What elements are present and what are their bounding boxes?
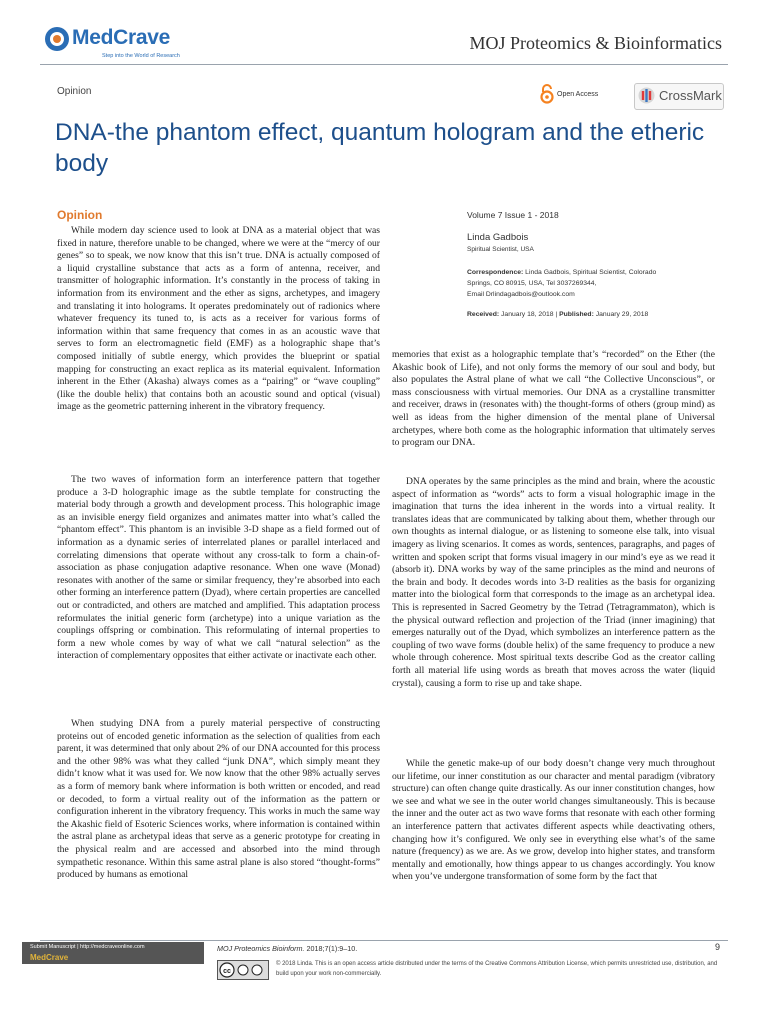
citation-details: 2018;7(1):9‒10. [306, 944, 358, 953]
citation-journal: MOJ Proteomics Bioinform. [217, 944, 305, 953]
svg-text:cc: cc [223, 968, 231, 975]
crossmark-icon [638, 87, 655, 104]
logo-name: MedCrave [72, 26, 170, 49]
article-title: DNA-the phantom effect, quantum hologram and the etheric body [55, 119, 705, 177]
correspondence-block [467, 267, 712, 300]
crossmark-label: CrossMark [659, 88, 722, 103]
medcrave-logo-icon [44, 26, 70, 52]
body-paragraph-4: memories that exist as a holographic template that’s “recorded” on the Ether (the Akashic book of Life), and not only forms the memory of our soul and body, but also populates the Astral plane of what we call “the Collective Unconscious”, or mass consciousness with virtual memories. Our DNA as a crystalline transmitter and receiver, draws in (resonates with) the thought-forms of others (group mind) as well as ideas from the higher dimension of the mental plane of Universal archetypes, where both come as the holographic information that ultimately serves to program our DNA. [392, 349, 715, 449]
published-label: Published: [559, 311, 594, 318]
publication-dates: Received: January 18, 2018 | Published: January 29, 2018 [467, 311, 649, 318]
body-paragraph-3: When studying DNA from a purely material perspective of constructing proteins out of encoded genetic information as the selection of qualities from each parent, it was determined that only about 2% of our DNA accounted for this process and the other 98% was what they called “junk DNA”, which simply meant they didn’t know what it was used for. We now know that the other 98% actually serves as a form of memory bank where information is both written or encoded, and read or decoded, to form a virtual reality out of the information as the pattern or configuration inherent in the vibratory frequency. This works in much the same way the Akashic field of Esoteric Sciences works, where information is contained within the astral plane as archetypal ideas that serve as a generic prototype for creating in the physical realm and are accessed and absorbed into the mind through sympathetic resonance. Within this same astral plane is also stored “thought-forms” produced by humans as emotional [57, 718, 380, 881]
open-access-label: Open Access [557, 91, 599, 98]
received-date: January 18, 2018 [501, 311, 554, 318]
footer-divider [40, 940, 728, 941]
citation [217, 944, 357, 953]
article-type-label: Opinion [57, 86, 92, 97]
correspondence-email[interactable]: Email Drlindagadbois@outlook.com [467, 291, 575, 298]
body-paragraph-6: While the genetic make-up of our body doesn’t change very much throughout our lifetime, our inner constitution as our character and mental paradigm (vibratory structure) can often change quite drastically. As our inner constitution changes, how we see and what we see in the outer world changes simultaneously. This is because the inner and the outer act as two wave forms that resonate with each other forming an interference pattern that activates different aspects while deactivating others, changing how it’s configured. We only see in everything else what’s of the same nature (frequency) as we are. As we grow, develop into higher states, and transform mentally and emotionally, how things appear to us changes accordingly. You know when you’ve undergone transformation of some form by the fact that [392, 758, 715, 883]
author-affiliation: Spiritual Scientist, USA [467, 246, 534, 253]
footer-logo: MedCrave [30, 953, 69, 962]
header-divider [40, 64, 728, 65]
medcrave-logo[interactable] [44, 24, 234, 62]
section-heading: Opinion [57, 208, 103, 222]
correspondence-line-2: Springs, CO 80915, USA, Tel 3037269344, [467, 280, 597, 287]
open-access-lock-icon [540, 84, 554, 104]
author-name: Linda Gadbois [467, 232, 529, 243]
correspondence-label: Correspondence: [467, 269, 524, 276]
submit-manuscript-link[interactable]: Submit Manuscript | http://medcraveonline.com [30, 944, 145, 950]
correspondence-line-1: Linda Gadbois, Spiritual Scientist, Colorado [525, 269, 657, 276]
body-paragraph-2: The two waves of information form an interference pattern that together produce a 3-D holographic image as the subtle template for constructing the material body through a growth and development process. This holographic image as an invisible energy field organizes and animates matter into what’s called the “phantom effect”. This phantom is an invisible 3-D shape as a field formed out of information as a dynamic series of interrelated planes or parallel interlaced and correlating dimensions that operate without any cross-talk to form a chain-of-association as phase conjugation adaptive resonance. When one wave (Monad) resonates with another of the same or similar frequency, they’re absorbed into each other forming an interference pattern (Dyad), where certain properties are cancelled out or contradicted, and others are matched and amplified. This adaptation process reformulates the initial generic form (archetype) into a unique variation as the couplings offspring or combination. This reformulating of internal properties to form a new whole comes by way of what we call “natural selection” as the interaction of complementary opposites that either activate or inactivate each other. [57, 474, 380, 662]
received-label: Received: [467, 311, 500, 318]
license-text: © 2018 Linda. This is an open access article distributed under the terms of the Creative Commons Attribution License, which permits unrestricted use, distribution, and build upon your work non-commercially. [276, 961, 718, 977]
body-paragraph-1: While modern day science used to look at DNA as a material object that was fixed in nature, therefore unable to be changed, where we were at the “mercy of our genes” so to speak, we now know that this isn’t true. DNA is actually composed of a liquid crystalline substance that acts as a form of antenna, receiver, and transmitter of holographic information. It’s constantly in the process of taking in information from its environment and the ether as signs, archetypes, and imagery and translating it into holograms. It operates predominately out of radionics where whatever frequency its tuned to, is acts as a receiver for various forms of information within that same frequency that comes in as an acoustic wave that serves to form an electromagnetic field (EMF) as a holographic shape that’s composed initially of subtle energy, which provides the blueprint or spatial mapping for constructing an exact replica as its material equivalent. Information inherent in the Ether (Akasha) always comes as a “pairing” or “wave coupling” (like the double helix) that contains both an acoustic sound and optical (visual) image as the geometric patterning inherent in the vibratory frequency. [57, 225, 380, 413]
crossmark-button[interactable] [634, 83, 724, 110]
body-paragraph-5: DNA operates by the same principles as the mind and brain, where the acoustic aspect of information as “words” acts to form a visual holographic image in the imagination that turns the idea inherent in the words into a virtual reality. It translates ideas that are communicated by talking about them, whether through our own thoughts as internal dialogue, or as listening to someone else talk, into visual imagery as living scenarios. It comes as words, sentences, paragraphs, and pages of written and spoken script that forms visual imagery in our mind’s eye as we read it (absorb it). DNA works by way of the same principles as the mind and neurons of the brain and body. It decodes words into 3-D realities as the basis for organizing matter into the biological form that corresponds to the image as an archetypal idea. This is represented in Sacred Geometry by the Tetrad (Tetragrammaton), which is the physical outward reflection and projection of the Triad (inner imagining) that emerges naturally out of the Dyad, which symbolizes an interference pattern as the coupling of two wave forms (double helix) of the same frequency to produce a new whole through coherence. Most spiritual texts describe God as the creator calling forth all material life using words as breath that moves across the water (liquid crystal), causing a form to rise up and take shape. [392, 476, 715, 689]
logo-tagline: Step into the World of Research [102, 53, 180, 59]
creative-commons-badge-icon[interactable] [217, 960, 269, 980]
page-number: 9 [715, 942, 721, 952]
journal-title: MOJ Proteomics & Bioinformatics [469, 33, 722, 53]
published-date: January 29, 2018 [595, 311, 649, 318]
volume-issue: Volume 7 Issue 1 - 2018 [467, 210, 559, 220]
cc-license-icon [218, 961, 268, 979]
